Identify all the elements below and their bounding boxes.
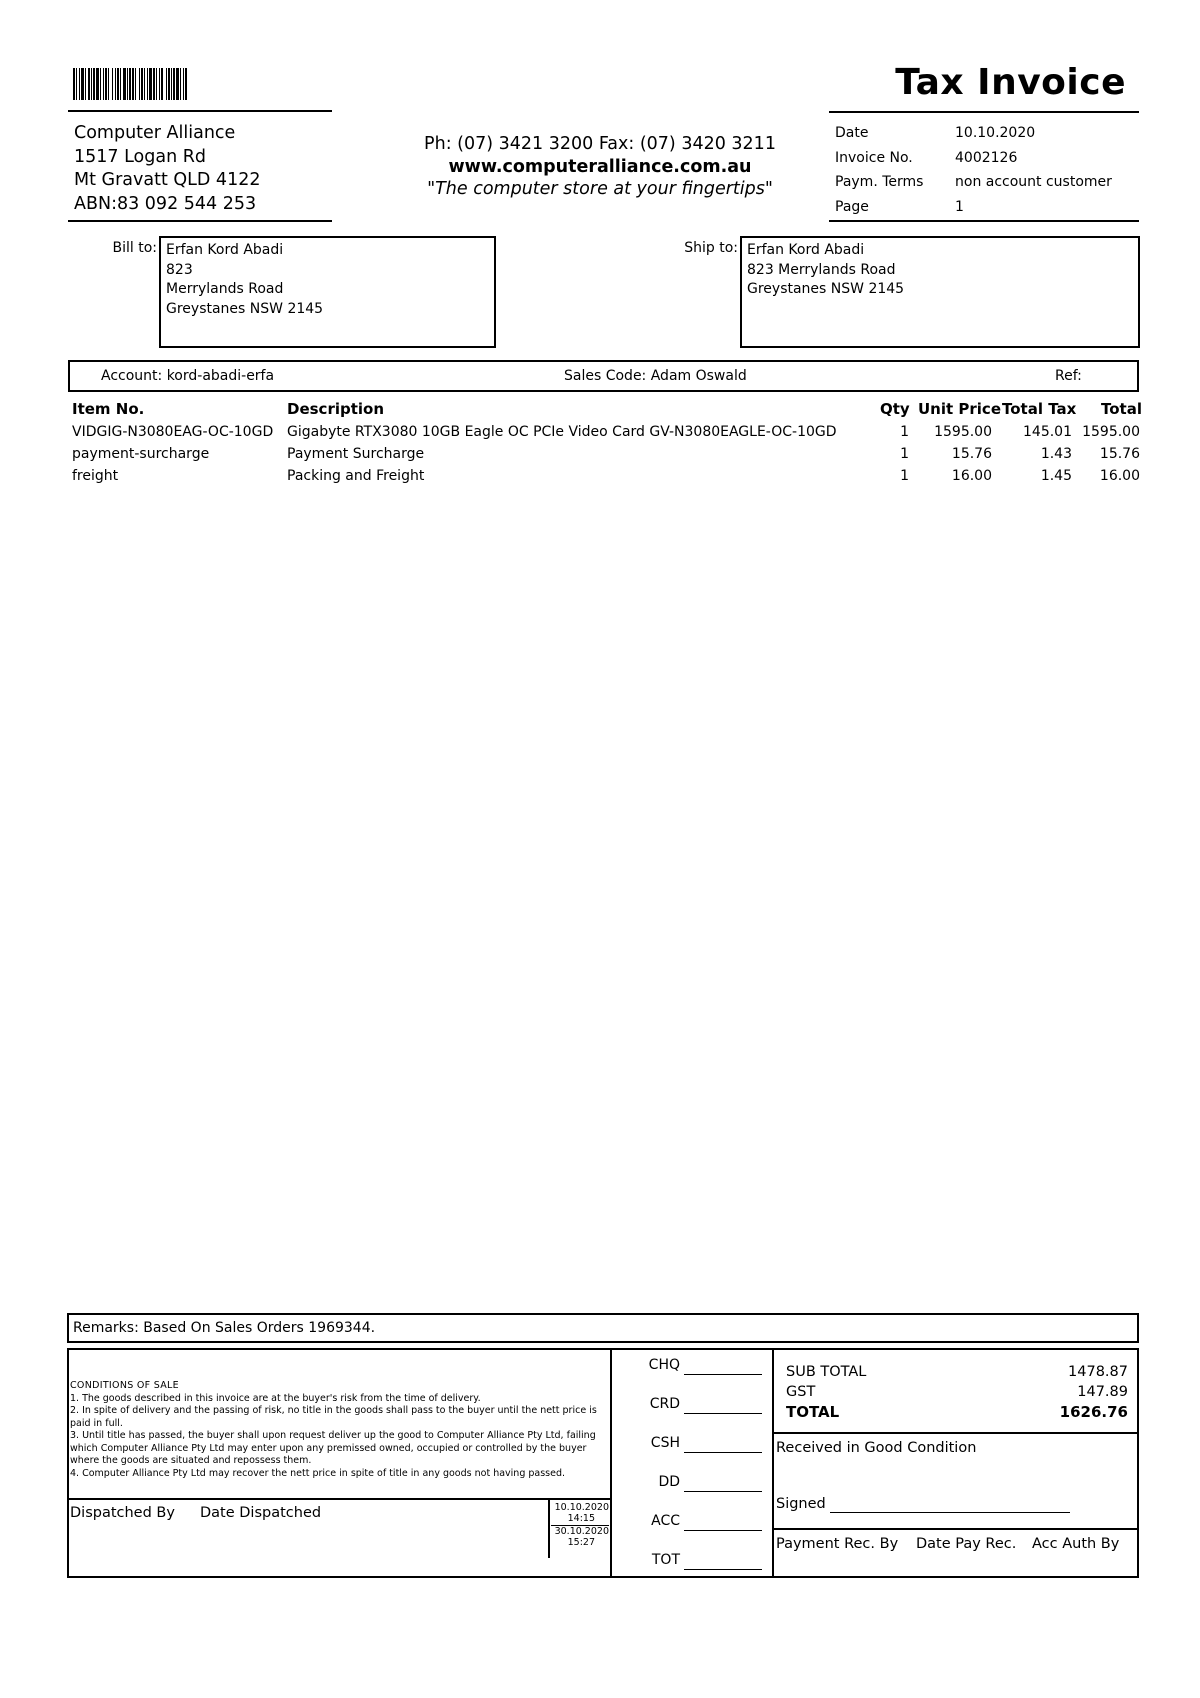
dispatch-stamp (551, 1502, 609, 1548)
divider (610, 1348, 612, 1578)
payment-method-line (684, 1530, 762, 1531)
payment-method-label: CHQ (648, 1357, 680, 1373)
cell-item-no: freight (72, 468, 119, 484)
page-label: Page (835, 198, 869, 215)
cell-qty: 1 (900, 468, 909, 484)
cell-qty: 1 (900, 446, 909, 462)
dispatched-by-label: Dispatched By (70, 1505, 175, 1521)
invoice-no-label: Invoice No. (835, 149, 913, 166)
signature-line (830, 1512, 1070, 1513)
condition-item: 1. The goods described in this invoice are at the buyer's risk from the time of delivery. (70, 1392, 481, 1404)
payment-method-line (684, 1569, 762, 1570)
cell-unit-price: 16.00 (951, 468, 992, 484)
divider (772, 1432, 1139, 1434)
company-contact (370, 133, 830, 201)
remarks: Remarks: Based On Sales Orders 1969344. (67, 1313, 1139, 1343)
divider (829, 111, 1139, 113)
payment-method-line (684, 1374, 762, 1375)
date-label: Date (835, 125, 869, 141)
payment-method-label: CSH (650, 1435, 680, 1451)
conditions-heading: CONDITIONS OF SALE (70, 1380, 179, 1391)
invoice-meta (835, 121, 1112, 219)
col-header-unit-price: Unit Price (918, 400, 1001, 418)
gst-value: 147.89 (1077, 1384, 1128, 1400)
ship-to-line: 823 Merrylands Road (747, 261, 896, 278)
divider (68, 220, 332, 222)
condition-item: 2. In spite of delivery and the passing of risk, no title in the goods shall pass to the buyer until the nett price is paid in full. (70, 1405, 597, 1429)
barcode (73, 68, 237, 100)
cell-total-tax: 1.45 (1040, 468, 1072, 484)
payment-method-label: CRD (649, 1396, 680, 1412)
website: www.computeralliance.com.au (448, 156, 752, 177)
divider (68, 110, 332, 112)
terms-label: Paym. Terms (835, 174, 924, 190)
cell-unit-price: 15.76 (951, 446, 992, 462)
date-pay-rec-label: Date Pay Rec. (916, 1536, 1017, 1552)
divider (67, 1498, 612, 1500)
gst-label: GST (786, 1384, 816, 1400)
payment-method-line (684, 1413, 762, 1414)
total-label: TOTAL (786, 1403, 840, 1421)
divider (772, 1528, 1139, 1530)
company-address (74, 122, 260, 216)
company-street: 1517 Logan Rd (74, 146, 207, 167)
signed-label: Signed (776, 1496, 826, 1512)
col-header-qty: Qty (880, 400, 910, 418)
page-value: 1 (955, 198, 964, 215)
date-dispatched-label: Date Dispatched (200, 1505, 322, 1521)
terms-value: non account customer (955, 174, 1112, 190)
cell-total-tax: 1.43 (1040, 446, 1072, 462)
ship-to-line: Erfan Kord Abadi (747, 242, 865, 258)
ship-to-line: Greystanes NSW 2145 (747, 281, 905, 297)
cell-total-tax: 145.01 (1023, 424, 1072, 440)
total-value: 1626.76 (1059, 1403, 1128, 1421)
payment-rec-by-label: Payment Rec. By (776, 1536, 899, 1552)
col-header-description: Description (287, 400, 385, 418)
ship-to-box (740, 236, 1140, 348)
bill-to-box (159, 236, 496, 348)
cell-item-no: VIDGIG-N3080EAG-OC-10GD (72, 424, 274, 440)
ref: Ref: (1055, 368, 1082, 384)
company-name: Computer Alliance (74, 123, 236, 143)
sales-code: Sales Code: Adam Oswald (564, 368, 747, 384)
dispatch-stamp-time: 15:27 (567, 1537, 595, 1548)
date-value: 10.10.2020 (955, 125, 1036, 141)
phone-fax: Ph: (07) 3421 3200 Fax: (07) 3420 3211 (424, 134, 776, 154)
bill-to-line: 823 (166, 261, 193, 278)
invoice-no-value: 4002126 (955, 149, 1018, 166)
col-header-item-no: Item No. (72, 400, 145, 418)
account: Account: kord-abadi-erfa (101, 368, 275, 384)
received-label: Received in Good Condition (776, 1440, 977, 1456)
payment-method-label: ACC (651, 1513, 680, 1529)
bill-to-line: Greystanes NSW 2145 (166, 300, 324, 317)
account-bar (68, 360, 1139, 392)
divider (548, 1500, 550, 1558)
col-header-total: Total (1101, 400, 1142, 418)
cell-total: 1595.00 (1082, 424, 1140, 440)
cell-item-no: payment-surcharge (72, 446, 210, 462)
company-abn: ABN:83 092 544 253 (74, 193, 257, 214)
payment-method-line (684, 1491, 762, 1492)
divider (829, 220, 1139, 222)
cell-total: 15.76 (1099, 446, 1140, 462)
acc-auth-by-label: Acc Auth By (1032, 1536, 1120, 1552)
payment-method-line (684, 1452, 762, 1453)
bill-to-line: Erfan Kord Abadi (166, 242, 284, 258)
condition-item: 4. Computer Alliance Pty Ltd may recover the nett price in spite of title in any goods not having passed. (70, 1467, 566, 1479)
cell-total: 16.00 (1099, 468, 1140, 484)
subtotal-label: SUB TOTAL (786, 1364, 867, 1380)
bill-to-label: Bill to: (112, 240, 157, 256)
company-suburb: Mt Gravatt QLD 4122 (74, 170, 261, 190)
payment-method-label: DD (658, 1474, 680, 1490)
invoice-title: Tax Invoice (895, 62, 1126, 103)
conditions-of-sale (70, 1380, 605, 1480)
ship-to-label: Ship to: (684, 240, 738, 256)
condition-item: 3. Until title has passed, the buyer shall upon request deliver up the good to Computer Alliance Pty Ltd, failing which Computer Alliance Pty Ltd may enter upon any premissed owned, occupied or controlled by the buyer where the goods are situated and repossess them. (70, 1430, 596, 1466)
col-header-total-tax: Total Tax (1002, 400, 1077, 418)
cell-qty: 1 (900, 424, 909, 440)
dispatch-stamp-date: 10.10.2020 (554, 1502, 609, 1513)
payment-method-label: TOT (651, 1552, 680, 1568)
cell-unit-price: 1595.00 (934, 424, 992, 440)
bill-to-line: Merrylands Road (166, 281, 284, 297)
dispatch-stamp-time: 14:15 (567, 1513, 595, 1524)
totals-block (786, 1362, 1128, 1422)
divider (772, 1348, 774, 1578)
tagline: "The computer store at your fingertips" (427, 179, 773, 199)
dispatch-stamp-date: 30.10.2020 (551, 1525, 609, 1537)
cell-description: Gigabyte RTX3080 10GB Eagle OC PCIe Video Card GV-N3080EAGLE-OC-10GD (287, 424, 837, 440)
subtotal-value: 1478.87 (1068, 1364, 1128, 1380)
cell-description: Packing and Freight (287, 468, 425, 484)
cell-description: Payment Surcharge (287, 446, 425, 462)
